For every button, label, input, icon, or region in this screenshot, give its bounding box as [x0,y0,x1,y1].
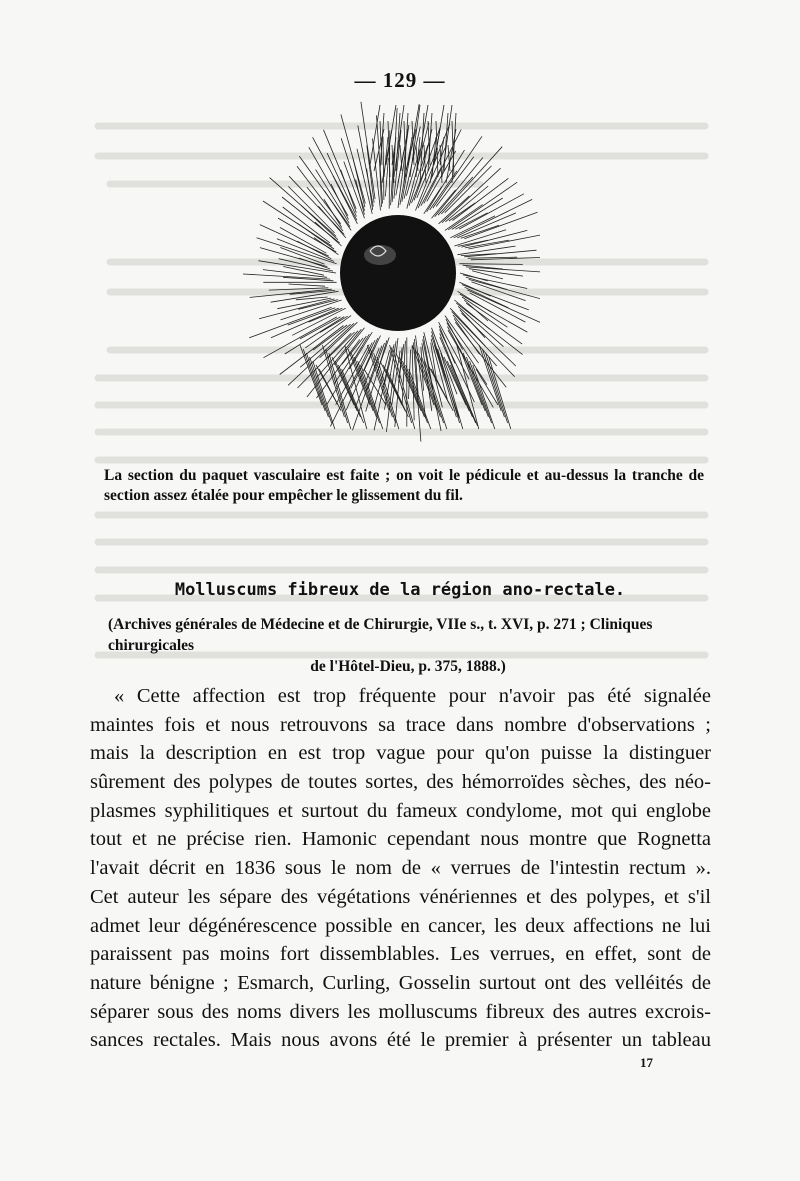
signature-mark: 17 [640,1055,653,1070]
bibliographic-reference [108,614,708,677]
body-line: séparer sous des noms divers les molluscums fibreux des autres excrois- [90,1000,711,1023]
body-paragraph [90,682,711,1055]
body-line: tout et ne précise rien. Hamonic cependant nous montre que Rognetta [90,828,711,851]
body-line: « Cette affection est trop fréquente pour n'avoir pas été signalée [114,685,711,707]
pedicle-dark-mass [340,215,456,331]
body-line: sûrement des polypes de toutes sortes, des hémorroïdes sèches, des néo- [90,771,711,794]
page-number: — 129 — [354,68,446,92]
body-line: maintes fois et nous retrouvons sa trace dans nombre d'observations ; [90,713,711,736]
body-line: sances rectales. Mais nous avons été le premier à présenter un tableau [90,1029,711,1052]
reference-line-2: de l'Hôtel-Dieu, p. 375, 1888.) [310,658,506,675]
figure-caption: La section du paquet vasculaire est faite ; on voit le pédicule et au-dessus la tranche de section assez étalée pour empêcher le glissement du fil. [104,467,704,504]
section-title: Molluscums fibreux de la région ano-rectale. [174,580,626,600]
body-line: Cet auteur les sépare des végétations vénériennes et des polypes, et s'il [90,885,711,908]
body-line: l'avait décrit en 1836 sous le nom de « verrues de l'intestin rectum ». [90,857,711,880]
body-line: admet leur dégénérescence possible en cancer, les deux affections ne lui [90,914,711,937]
engraving-illustration [230,95,540,445]
body-line: mais la description en est trop vague pour qu'on puisse la distinguer [90,742,711,765]
reference-line-1: (Archives générales de Médecine et de Chirurgie, VIIe s., t. XVI, p. 271 ; Cliniques chirurgicales [108,616,653,654]
body-line: paraissent pas moins fort dissemblables. Les verrues, en effet, sont de [90,943,711,966]
body-line: nature bénigne ; Esmarch, Curling, Gosselin surtout ont des velléités de [90,971,711,994]
body-line: plasmes syphilitiques et surtout du fameux condylome, mot qui englobe [90,799,711,822]
